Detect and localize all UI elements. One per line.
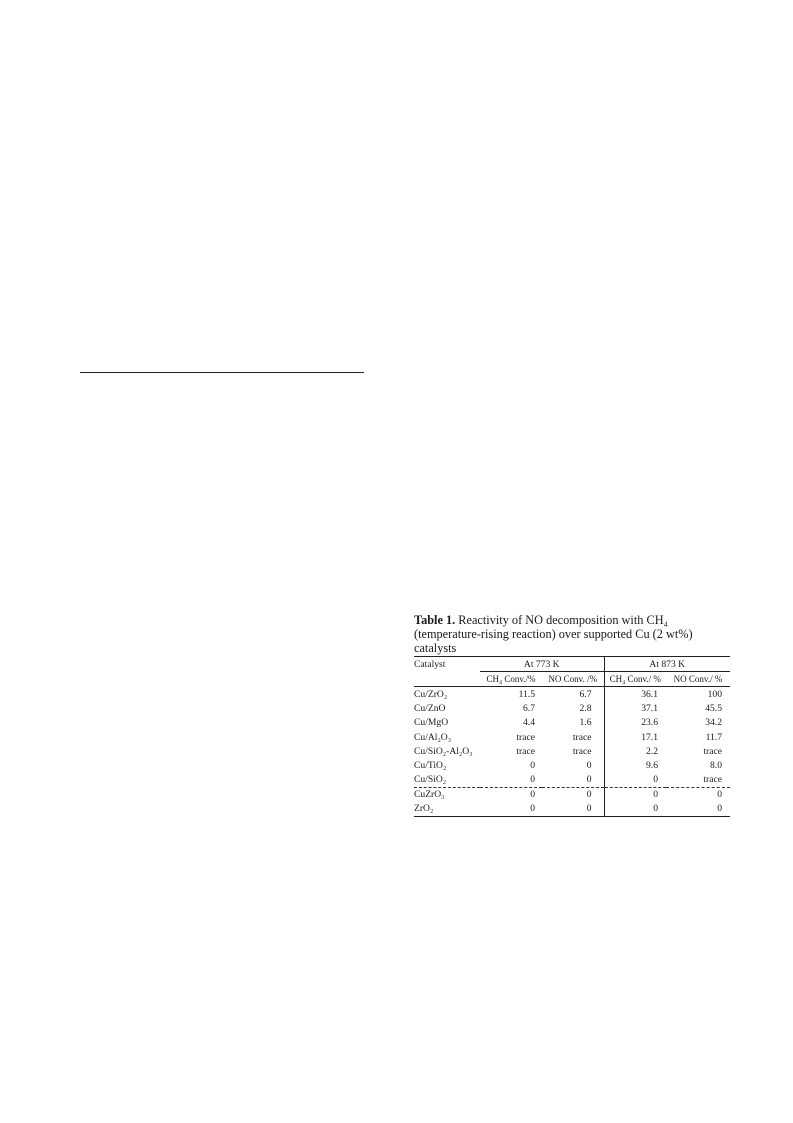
cell-no-873k: 34.2 xyxy=(705,717,722,729)
cell-no-773k: 0 xyxy=(586,759,592,771)
cell-catalyst: CuZrO₃ xyxy=(414,789,445,801)
table-row xyxy=(414,716,730,730)
subheader-ch4-873: CH₄ Conv./ % xyxy=(604,672,666,687)
cell-ch4-873k: 23.6 xyxy=(604,716,666,730)
table-1 xyxy=(414,613,730,817)
cell-no-873k: 0 xyxy=(717,803,722,815)
cell-ch4-873k: 0 xyxy=(604,773,666,788)
cell-ch4-773k: 6.7 xyxy=(523,703,535,715)
table-subheader-row xyxy=(414,672,730,687)
cell-catalyst: ZrO₂ xyxy=(414,803,434,815)
cell-ch4-773k: 0 xyxy=(530,789,535,801)
table-row xyxy=(414,702,730,716)
table-row xyxy=(414,687,730,702)
table-row xyxy=(414,802,730,817)
table-row xyxy=(414,744,730,758)
cell-no-773k: 0 xyxy=(542,773,604,788)
cell-ch4-873k: 36.1 xyxy=(604,687,666,702)
cell-ch4-873k: 0 xyxy=(604,787,666,802)
cell-catalyst: Cu/ZrO₂ xyxy=(414,688,448,700)
cell-no-873k: 100 xyxy=(707,688,722,700)
cell-ch4-873k: 2.2 xyxy=(604,744,666,758)
footnote-rule xyxy=(80,372,364,373)
header-group-873k: At 873 K xyxy=(604,657,730,672)
table-header-row xyxy=(414,657,730,672)
cell-no-773k: 6.7 xyxy=(579,688,592,700)
cell-ch4-773k: 0 xyxy=(530,803,535,815)
cell-ch4-773k: 4.4 xyxy=(523,717,535,729)
cell-ch4-873k: 0 xyxy=(604,802,666,817)
cell-no-773k: trace xyxy=(572,745,592,757)
cell-ch4-773k: trace xyxy=(516,745,535,757)
cell-catalyst: Cu/TiO₂ xyxy=(414,759,447,771)
subheader-ch4-773: CH₄ Conv./% xyxy=(480,672,542,687)
cell-no-773k: 2.8 xyxy=(579,703,592,715)
cell-ch4-873k: 9.6 xyxy=(604,758,666,772)
table-caption-text: Reactivity of NO decomposition with CH₄ (temperature-rising reaction) over supported Cu (2 wt%) catalysts xyxy=(414,613,693,655)
cell-no-873k: 11.7 xyxy=(705,731,722,743)
cell-ch4-773k: 11.5 xyxy=(518,688,535,700)
cell-no-873k: trace xyxy=(703,745,722,757)
cell-ch4-873k: 17.1 xyxy=(604,730,666,744)
table-row xyxy=(414,773,730,788)
cell-catalyst: Cu/Al₂O₃ xyxy=(414,731,452,743)
table-row xyxy=(414,787,730,802)
subheader-no-773: NO Conv. /% xyxy=(542,672,604,687)
cell-catalyst: Cu/ZnO xyxy=(414,703,446,715)
cell-no-773k: 1.6 xyxy=(579,717,592,729)
cell-catalyst: Cu/SiO₂-Al₂O₃ xyxy=(414,745,473,757)
cell-ch4-773k: 0 xyxy=(480,773,542,788)
table-caption xyxy=(414,613,730,656)
header-group-773k: At 773 K xyxy=(480,657,604,672)
table-row xyxy=(414,730,730,744)
cell-no-873k: 0 xyxy=(717,789,722,801)
cell-ch4-873k: 37.1 xyxy=(604,702,666,716)
data-table xyxy=(414,656,730,817)
subheader-empty xyxy=(414,672,480,687)
cell-catalyst: Cu/SiO₂ xyxy=(414,773,480,788)
table-row xyxy=(414,758,730,772)
cell-no-773k: 0 xyxy=(586,803,592,815)
cell-no-773k: trace xyxy=(572,731,592,743)
cell-no-773k: 0 xyxy=(586,789,592,801)
cell-ch4-773k: trace xyxy=(516,731,535,743)
cell-no-873k: 45.5 xyxy=(705,703,722,715)
header-catalyst: Catalyst xyxy=(414,658,446,670)
cell-no-873k: trace xyxy=(666,773,730,788)
subheader-no-873: NO Conv./ % xyxy=(666,672,730,687)
table-caption-label: Table 1. xyxy=(414,613,456,627)
cell-catalyst: Cu/MgO xyxy=(414,717,449,729)
cell-ch4-773k: 0 xyxy=(530,759,535,771)
cell-no-873k: 8.0 xyxy=(710,759,722,771)
